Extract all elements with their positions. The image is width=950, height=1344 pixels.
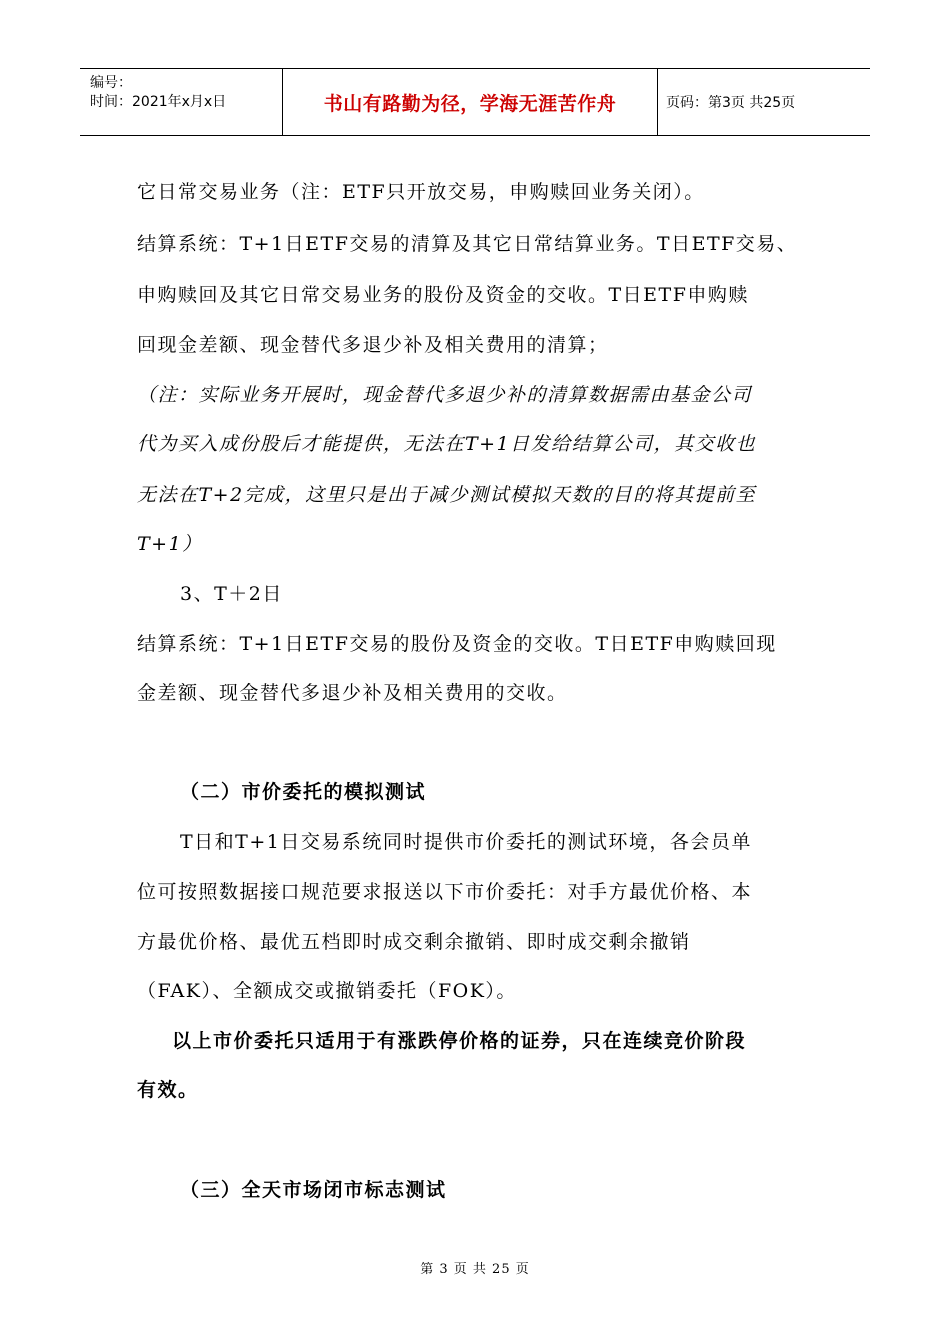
header-page-cell [658,69,870,135]
header-motto-cell [282,69,658,135]
section-heading: （三）全天市场闭市标志测试 [180,1179,447,1201]
header-page-code: 页码：第3页 共25页 [666,95,796,111]
body-line: 结算系统：T+1日ETF交易的清算及其它日常结算业务。T日ETF交易、 [137,233,798,255]
body-line: （FAK）、全额成交或撤销委托（FOK）。 [137,980,517,1002]
header-meta-cell [80,69,282,135]
header-motto: 书山有路勤为径，学海无涯苦作舟 [323,92,617,115]
body-line: T日和T+1日交易系统同时提供市价委托的测试环境，各会员单 [180,831,752,853]
document-date: 时间：2021年x月x日 [90,94,227,110]
section-item: 3、T＋2日 [180,583,283,605]
document-number-label: 编号： [90,75,132,91]
note-line: 代为买入成份股后才能提供，无法在T+1日发给结算公司，其交收也 [137,433,757,455]
note-line: 无法在T+2完成，这里只是出于减少测试模拟天数的目的将其提前至 [137,484,757,506]
body-line: 它日常交易业务（注：ETF只开放交易，申购赎回业务关闭）。 [137,181,705,203]
emphasis-line: 以上市价委托只适用于有涨跌停价格的证券，只在连续竞价阶段 [172,1030,747,1052]
page-footer: 第 3 页 共 25 页 [420,1262,530,1277]
section-heading: （二）市价委托的模拟测试 [180,781,427,803]
body-line: 结算系统：T+1日ETF交易的股份及资金的交收。T日ETF申购赎回现 [137,633,777,655]
body-line: 回现金差额、现金替代多退少补及相关费用的清算； [137,334,609,356]
body-line: 位可按照数据接口规范要求报送以下市价委托：对手方最优价格、本 [137,881,753,903]
emphasis-line: 有效。 [137,1079,199,1101]
body-line: 方最优价格、最优五档即时成交剩余撤销、即时成交剩余撤销 [137,931,691,953]
document-header [80,68,870,136]
body-line: 金差额、现金替代多退少补及相关费用的交收。 [137,682,568,704]
note-line: （注：实际业务开展时，现金替代多退少补的清算数据需由基金公司 [137,384,753,406]
body-line: 申购赎回及其它日常交易业务的股份及资金的交收。T日ETF申购赎 [137,284,749,306]
note-line: T+1） [137,533,203,555]
